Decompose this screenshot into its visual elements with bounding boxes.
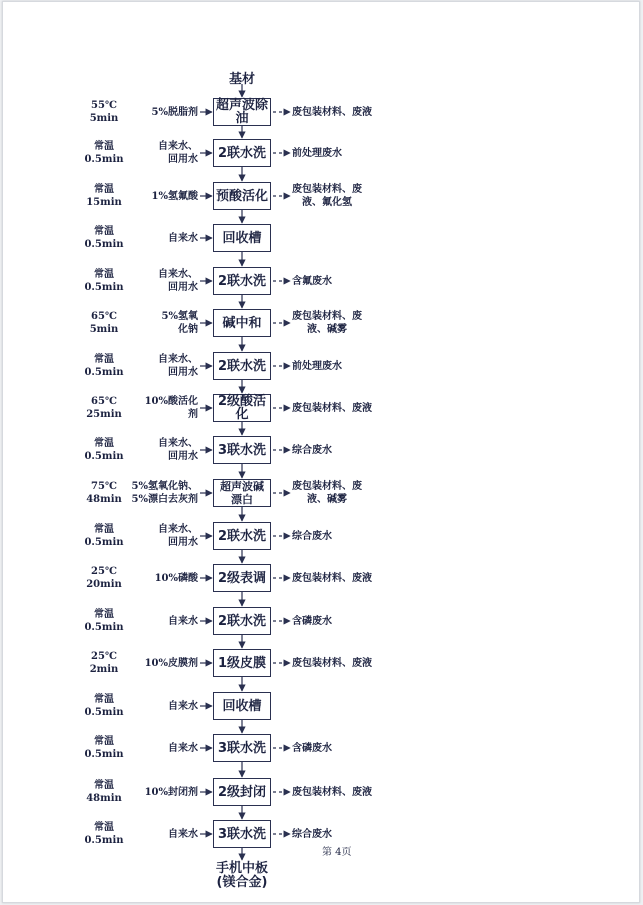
process-label: 2级酸活化: [217, 394, 267, 422]
input-line: 5%脱脂剂: [151, 106, 198, 118]
process-label: 预酸活化: [215, 188, 268, 204]
input-line: 回用水: [168, 451, 198, 462]
condition-line: 15min: [86, 197, 122, 208]
condition-line: 0.5min: [84, 239, 124, 250]
process-label: 3联水洗: [217, 826, 267, 842]
input-line: 化钠: [178, 324, 198, 335]
input-line: 5%漂白去灰剂: [131, 494, 198, 505]
output-line: 含氟废水: [292, 275, 332, 287]
output-line: 含磷废水: [292, 615, 332, 627]
input-line: 自来水、: [158, 269, 198, 280]
input-line: 自来水: [168, 615, 198, 627]
output-line: 废包装材料、废液: [292, 786, 372, 798]
condition-line: 25℃: [91, 651, 117, 662]
input-line: 回用水: [168, 367, 198, 378]
condition-line: 75℃: [91, 481, 117, 492]
input-line: 10%酸活化: [144, 396, 198, 407]
process-label: 2联水洗: [217, 273, 267, 289]
process-label: 2级表调: [217, 570, 267, 586]
condition-line: 0.5min: [84, 707, 124, 718]
process-label: 2级封闭: [217, 784, 267, 800]
condition-line: 48min: [86, 494, 122, 505]
condition-line: 5min: [89, 113, 119, 124]
input-line: 自来水: [168, 232, 198, 244]
condition-line: 0.5min: [84, 749, 124, 760]
output-line: 废包装材料、废: [292, 481, 362, 492]
condition-line: 0.5min: [84, 451, 124, 462]
output-line: 废包装材料、废: [292, 184, 362, 195]
condition-line: 常温: [94, 609, 114, 620]
process-label: 超声波碱 漂白: [220, 480, 264, 506]
input-line: 10%封闭剂: [144, 786, 198, 798]
condition-line: 常温: [94, 438, 114, 449]
condition-line: 0.5min: [84, 154, 124, 165]
condition-line: 常温: [94, 736, 114, 747]
process-label: 2联水洗: [217, 528, 267, 544]
input-line: 自来水、: [158, 524, 198, 535]
output-line: 废包装材料、废液: [292, 106, 372, 118]
condition-line: 常温: [94, 694, 114, 705]
condition-line: 55℃: [91, 100, 117, 111]
output-line: 液、碱雾: [307, 324, 347, 335]
input-line: 10%皮膜剂: [144, 657, 198, 669]
output-line: 综合废水: [292, 444, 332, 456]
condition-line: 25min: [86, 409, 122, 420]
condition-line: 48min: [86, 793, 122, 804]
process-label: 3联水洗: [217, 442, 267, 458]
input-line: 自来水、: [158, 354, 198, 365]
input-line: 1%氢氟酸: [151, 190, 198, 202]
condition-line: 0.5min: [84, 282, 124, 293]
end-label-line1: 手机中板: [215, 861, 268, 876]
input-line: 10%磷酸: [154, 572, 198, 584]
output-line: 液、氟化氢: [302, 197, 352, 208]
output-line: 液、碱雾: [307, 494, 347, 505]
condition-line: 常温: [94, 226, 114, 237]
output-line: 废包装材料、废液: [292, 572, 372, 584]
condition-line: 常温: [94, 354, 114, 365]
input-line: 5%氢氧化钠、: [131, 481, 198, 492]
input-line: 剂: [188, 409, 198, 420]
input-line: 回用水: [168, 537, 198, 548]
condition-line: 常温: [94, 524, 114, 535]
input-line: 自来水、: [158, 141, 198, 152]
output-line: 含磷废水: [292, 742, 332, 754]
process-label: 回收槽: [222, 698, 262, 714]
output-line: 废包装材料、废: [292, 311, 362, 322]
condition-line: 5min: [89, 324, 119, 335]
flow-start-label: 基材: [228, 72, 255, 87]
input-line: 回用水: [168, 282, 198, 293]
condition-line: 25℃: [91, 566, 117, 577]
process-label: 1级皮膜: [217, 655, 267, 671]
process-label: 碱中和: [222, 315, 262, 331]
input-line: 自来水: [168, 700, 198, 712]
condition-line: 0.5min: [84, 537, 124, 548]
condition-line: 常温: [94, 141, 114, 152]
output-line: 综合废水: [292, 828, 332, 840]
condition-line: 常温: [94, 822, 114, 833]
condition-line: 0.5min: [84, 622, 124, 633]
output-line: 综合废水: [292, 530, 332, 542]
condition-line: 65℃: [91, 396, 117, 407]
output-line: 废包装材料、废液: [292, 402, 372, 414]
process-label: 2联水洗: [217, 613, 267, 629]
condition-line: 65℃: [91, 311, 117, 322]
input-line: 回用水: [168, 154, 198, 165]
input-line: 自来水: [168, 828, 198, 840]
condition-line: 0.5min: [84, 835, 124, 846]
page-number: 第 4页: [322, 847, 352, 858]
output-line: 前处理废水: [292, 360, 342, 372]
condition-line: 0.5min: [84, 367, 124, 378]
process-label: 2联水洗: [217, 358, 267, 374]
output-line: 前处理废水: [292, 147, 342, 159]
process-label: 回收槽: [222, 230, 262, 246]
condition-line: 常温: [94, 780, 114, 791]
output-line: 废包装材料、废液: [292, 657, 372, 669]
process-label: 3联水洗: [217, 740, 267, 756]
input-line: 5%氢氧: [161, 311, 198, 322]
condition-line: 20min: [86, 579, 122, 590]
end-label-line2: (镁合金): [216, 875, 268, 890]
input-line: 自来水: [168, 742, 198, 754]
condition-line: 2min: [89, 664, 119, 675]
input-line: 自来水、: [158, 438, 198, 449]
process-label: 超声波除油: [215, 98, 268, 126]
condition-line: 常温: [94, 184, 114, 195]
process-label: 2联水洗: [217, 145, 267, 161]
condition-line: 常温: [94, 269, 114, 280]
